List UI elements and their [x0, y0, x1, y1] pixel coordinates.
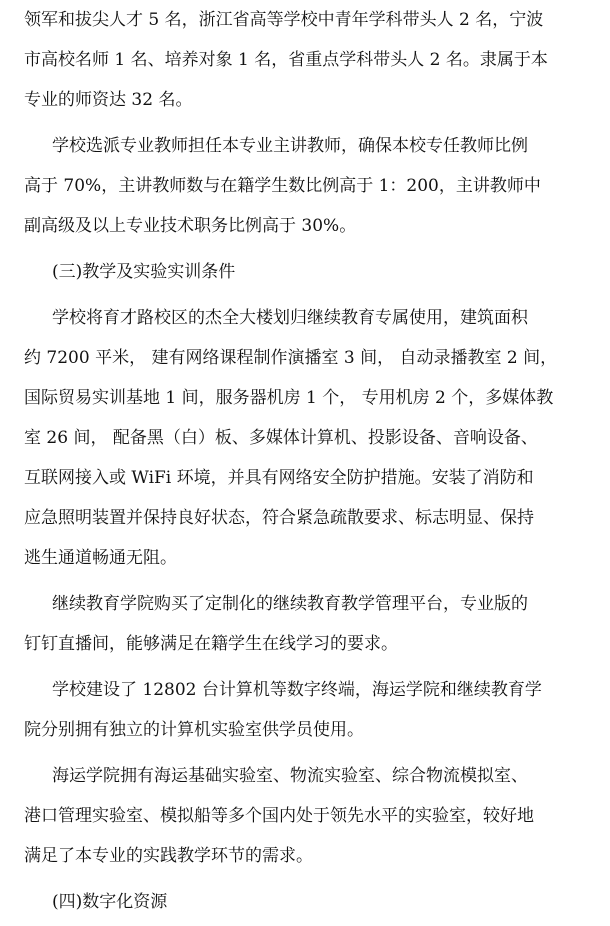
- paragraph-first-line: 学校建设了 12802 台计算机等数字终端，海运学院和继续教育学: [52, 680, 542, 700]
- paragraph-first-line: 继续教育学院购买了定制化的继续教育教学管理平台，专业版的: [52, 594, 528, 614]
- text-line: 逃生通道畅通无阻。: [24, 548, 177, 568]
- paragraph-first-line: 海运学院拥有海运基础实验室、物流实验室、综合物流模拟室、: [52, 766, 528, 786]
- text-line: 钉钉直播间，能够满足在籍学生在线学习的要求。: [24, 634, 398, 654]
- text-line: 高于 70%，主讲教师数与在籍学生数比例高于 1：200，主讲教师中: [24, 176, 541, 196]
- text-line: 应急照明装置并保持良好状态，符合紧急疏散要求、标志明显、保持: [24, 508, 534, 528]
- section-heading: (三)教学及实验实训条件: [52, 262, 236, 282]
- text-line: 港口管理实验室、模拟船等多个国内处于领先水平的实验室，较好地: [24, 806, 534, 826]
- text-line: 室 26 间， 配备黑（白）板、多媒体计算机、投影设备、音响设备、: [24, 428, 538, 448]
- paragraph-first-line: 学校选派专业教师担任本专业主讲教师，确保本校专任教师比例: [52, 136, 528, 156]
- text-line: 约 7200 平米， 建有网络课程制作演播室 3 间， 自动录播教室 2 间，: [24, 348, 558, 368]
- text-line: 领军和拔尖人才 5 名，浙江省高等学校中青年学科带头人 2 名，宁波: [24, 10, 544, 30]
- text-line: 市高校名师 1 名、培养对象 1 名，省重点学科带头人 2 名。隶属于本: [24, 50, 548, 70]
- text-line: 副高级及以上专业技术职务比例高于 30%。: [24, 216, 357, 236]
- text-line: 国际贸易实训基地 1 间，服务器机房 1 个， 专用机房 2 个，多媒体教: [24, 388, 554, 408]
- paragraph-first-line: 学校将育才路校区的杰全大楼划归继续教育专属使用，建筑面积: [52, 308, 528, 328]
- text-line: 专业的师资达 32 名。: [24, 90, 193, 110]
- text-line: 满足了本专业的实践教学环节的需求。: [24, 846, 313, 866]
- text-line: 院分别拥有独立的计算机实验室供学员使用。: [24, 720, 364, 740]
- section-heading: (四)数字化资源: [52, 892, 168, 912]
- text-line: 互联网接入或 WiFi 环境，并具有网络安全防护措施。安装了消防和: [24, 468, 534, 488]
